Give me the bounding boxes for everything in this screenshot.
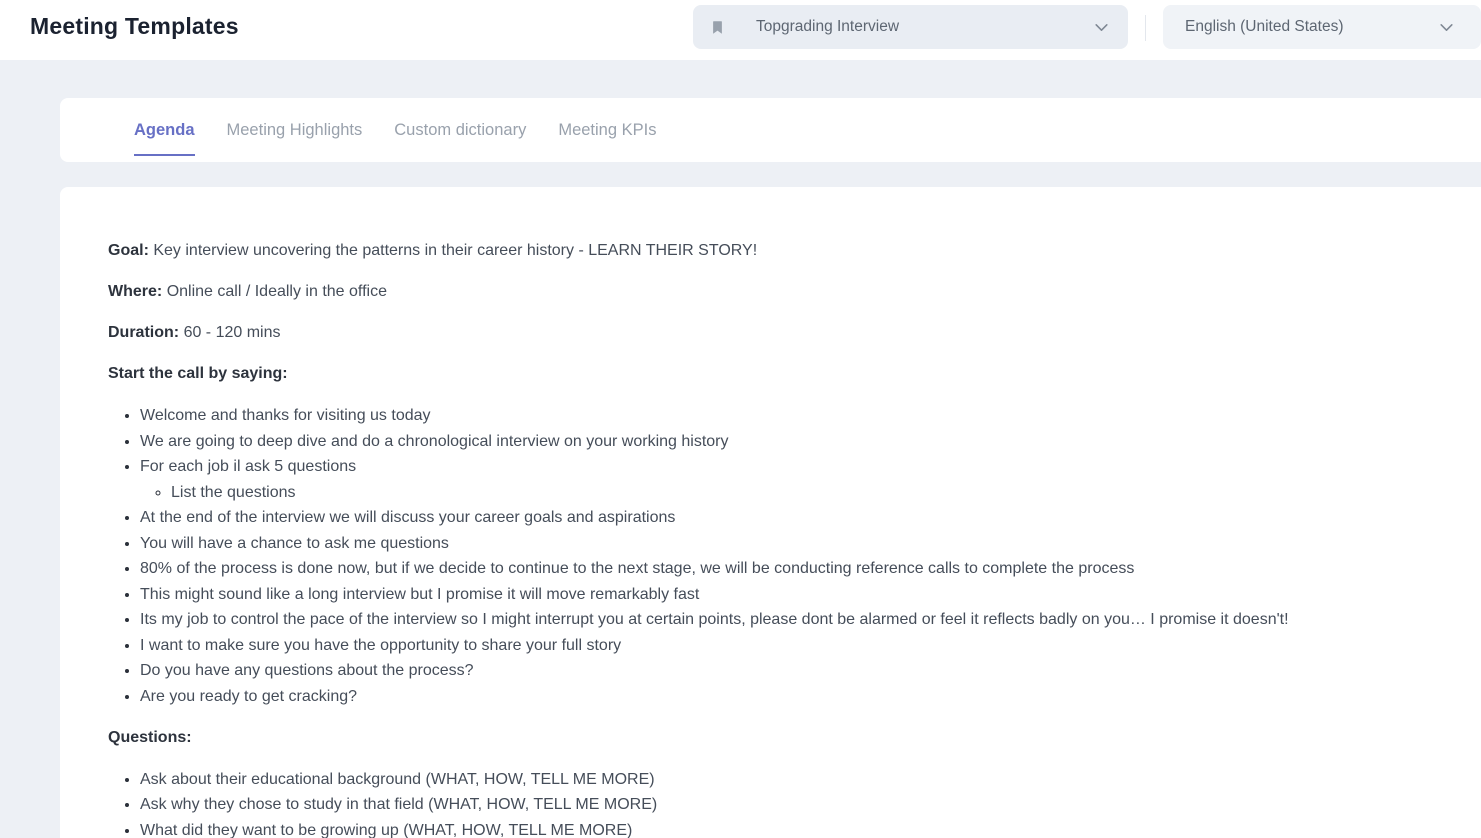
list-item-text: Ask why they chose to study in that field (WHAT, HOW, TELL ME MORE) bbox=[140, 796, 658, 813]
list-item-text: This might sound like a long interview but I promise it will move remarkably fast bbox=[140, 585, 700, 603]
list-item-text: At the end of the interview we will discuss your career goals and aspirations bbox=[140, 509, 676, 526]
where-line bbox=[108, 280, 1433, 305]
questions-list bbox=[108, 767, 1433, 838]
list-item-text: Ask about their educational background (WHAT, HOW, TELL ME MORE) bbox=[140, 770, 655, 788]
questions-heading: Questions: bbox=[108, 728, 192, 746]
list-item-text: Do you have any questions about the process? bbox=[140, 662, 474, 679]
list-item-text: You will have a chance to ask me questions bbox=[140, 534, 449, 552]
chevron-down-icon bbox=[1093, 19, 1110, 36]
list-item-text: Welcome and thanks for visiting us today bbox=[140, 407, 431, 424]
list-item bbox=[140, 818, 1433, 838]
duration-line bbox=[108, 321, 1433, 346]
list-item-text: List the questions bbox=[171, 483, 296, 501]
list-item-sub bbox=[171, 480, 1433, 506]
template-select-value: Topgrading Interview bbox=[756, 18, 900, 35]
list-item bbox=[140, 684, 1433, 710]
start-call-heading: Start the call by saying: bbox=[108, 365, 288, 382]
sub-list bbox=[140, 480, 1433, 506]
list-item bbox=[140, 582, 1433, 608]
list-item-text: Are you ready to get cracking? bbox=[140, 687, 358, 705]
list-item bbox=[140, 767, 1433, 793]
tab-meeting-kpis[interactable]: Meeting KPIs bbox=[558, 120, 657, 139]
chevron-down-icon bbox=[1438, 19, 1455, 36]
list-item bbox=[140, 505, 1433, 531]
goal-label: Goal: bbox=[108, 242, 149, 259]
language-select-value: English (United States) bbox=[1185, 18, 1344, 35]
list-item bbox=[140, 792, 1433, 818]
list-item-text: For each job il ask 5 questions bbox=[140, 458, 357, 475]
duration-text: 60 - 120 mins bbox=[183, 324, 281, 341]
header bbox=[0, 0, 1481, 60]
page-title: Meeting Templates bbox=[30, 13, 239, 39]
where-text: Online call / Ideally in the office bbox=[166, 283, 387, 300]
language-select[interactable] bbox=[1163, 5, 1481, 49]
list-item-text: I want to make sure you have the opportunity to share your full story bbox=[140, 636, 622, 654]
duration-label: Duration: bbox=[108, 324, 180, 341]
list-item bbox=[140, 607, 1433, 633]
list-item bbox=[140, 454, 1433, 505]
list-item-text: 80% of the process is done now, but if we decide to continue to the next stage, we will be conducting reference calls to complete the process bbox=[140, 560, 1135, 577]
goal-line bbox=[108, 239, 1433, 264]
list-item bbox=[140, 556, 1433, 582]
tab-meeting-highlights[interactable]: Meeting Highlights bbox=[226, 120, 363, 139]
bookmark-icon bbox=[710, 18, 725, 37]
list-item bbox=[140, 429, 1433, 455]
list-item bbox=[140, 633, 1433, 659]
where-label: Where: bbox=[108, 283, 163, 300]
template-select[interactable] bbox=[693, 5, 1128, 49]
list-item-text: What did they want to be growing up (WHAT, HOW, TELL ME MORE) bbox=[140, 821, 633, 838]
list-item bbox=[140, 403, 1433, 429]
header-divider bbox=[1145, 15, 1146, 41]
list-item bbox=[140, 531, 1433, 557]
start-call-list bbox=[108, 403, 1433, 709]
tab-agenda[interactable]: Agenda bbox=[134, 98, 195, 162]
tab-custom-dictionary[interactable]: Custom dictionary bbox=[394, 120, 527, 139]
list-item-text: Its my job to control the pace of the interview so I might interrupt you at certain points, please dont be alarmed or feel it reflects badly on you… I promise it doesn't! bbox=[140, 611, 1289, 628]
goal-text: Key interview uncovering the patterns in their career history - LEARN THEIR STORY! bbox=[153, 242, 758, 259]
agenda-content bbox=[60, 187, 1481, 838]
list-item bbox=[140, 658, 1433, 684]
list-item-text: We are going to deep dive and do a chronological interview on your working history bbox=[140, 432, 729, 450]
tab-bar bbox=[60, 98, 1481, 162]
